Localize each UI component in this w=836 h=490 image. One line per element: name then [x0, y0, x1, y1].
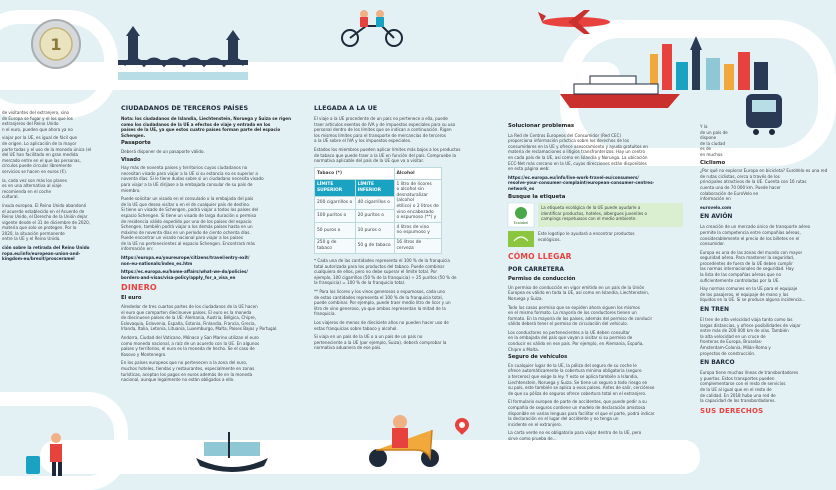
passport-text: Deberá disponer de un pasaporte válido. [121, 148, 205, 154]
organic-text: Este logotipo le ayudará a encontrar productos ecológicos. [538, 231, 635, 242]
bridge-icon [118, 26, 248, 84]
problems-heading: Solucionar problemas [508, 123, 575, 129]
arrival-text-2: Estados los miembros pueden aplicar límites más bajos a los productos de tabaco que puede traer a la UE en función del país. Compruebe la normativa aplicable del país de la UE que va a visitar. [314, 146, 461, 164]
euro-heading: El euro [121, 295, 142, 302]
section-title-money: DINERO [121, 283, 157, 293]
section-title-third-countries: CIUDADANOS DE TERCEROS PAÍSES [121, 104, 249, 112]
cycling-heading: Ciclismo [700, 159, 726, 166]
upper-limit-header: LÍMITE SUPERIOR [315, 179, 356, 196]
tobacco-header: Tabaco (*) [315, 167, 395, 179]
gondola-icon [194, 432, 270, 478]
map-pin-icon [452, 415, 472, 435]
by-train-heading: EN TREN [700, 306, 730, 314]
section-title-rights: SUS DERECHOS [700, 406, 764, 415]
intro-text-5: ción sobre la retirada del Reino Unido ropa.eu/info/european-union-and- kingdom-eu/brexit/prosceramel [2, 245, 90, 262]
by-road-heading: POR CARRETERA [508, 266, 565, 274]
table-cell: 250 g de tabaco [315, 238, 356, 253]
table-cell: 50 puros o [315, 223, 356, 238]
problems-text: La Red de Centros Europeos del Consumidor (Red CEC) proporciona información práctica sobre los derechos de los consumidores en la UE y ofrece asesoramiento y ayuda gratuitos en materia de reclamaciones o litigios transfronterizos. Hay un centro en cada país de la UE, así como en Islandia y Noruega. La ubicación ECC-Net más cercano en la UE, cuyas direcciones están disponibles en esta página web: [508, 132, 649, 172]
ecolabel-text: La etiqueta ecológica de la UE puede ayudarle a identificar productos, hoteles, albergues juveniles o campings respetuosos con el medio ambiente. [538, 203, 683, 227]
intro-text-2: viajar por la UE, es igual de fácil que de origen. Lo aplicación de la mayor parte todas y el uso de la moneda única (el del UE han facilitado en gran medida mercado entre en el que las personas, círculos puede circular libremente servicios se hacen en euros (€). [2, 135, 92, 174]
column-third-countries [121, 104, 291, 386]
intro-text-4: ínsula europea. El Reino Unido abandonó el acuerdo establecido en el Acuerdo de Reino Unido, el Derecho de la Unión dejar vigente desde el 31 de diciembre de 2020, materia que solo se protegen. Por lo 2020, la situación permanente entre la UE y el Reino Unido. [2, 202, 91, 242]
transport-text-1: Y la de un país de dispone de la ciudad es de en muchos [700, 124, 728, 157]
svg-text:1: 1 [50, 35, 62, 54]
cycling-link[interactable]: eurovelo.com [700, 204, 732, 210]
problems-link[interactable]: https://ec.europa.eu/info/live-work-travel-eu/consumers/ resolve-your-consumer-complaint/european-consumer-centres- network_es [508, 174, 655, 191]
euro-text-2: Andorra, Ciudad del Vaticano, Mónaco y San Marino utilizan el euro como moneda nacional, a raíz de un acuerdo con la UE. En algunos países y territorios, el euro es la moneda de hecho. Se el caso de Kosovo y Montenegro. [121, 335, 260, 357]
insurance-text-3: La carta verde no es obligatoria para viajar dentro de la UE, pero sirve como prueba de... [508, 430, 642, 441]
license-text-1: Un permiso de conducción en vigor emitido en un país de la Unión Europea es válido en toda la UE, así como en Islandia, Liechtenstein, Noruega y Suiza. [508, 284, 650, 301]
ecolabel-icon [508, 203, 534, 227]
tandem-bike-icon [338, 8, 408, 48]
plane-text-1: La creación de un mercado único de transporte aéreo permite la competencia entre compañías aéreas, considerablemente el precio de los billetes en el consumidor. [700, 224, 811, 247]
arrival-text-3: Los viajeros de menos de diecisiete años no pueden hacer uso de estas franquicias sobre tabaco y alcohol. [314, 319, 449, 331]
plane-text-3: Hay normas comunes en la UE para el equipaje de los pasajeros, el equipaje de mano y los líquidos en la UE. Si se produce alguna incidencia... [700, 286, 806, 303]
table-cell: 100 puritos o [315, 209, 356, 222]
alcohol-footnote: ** Para los licores y los vinos generosos o espumosos, cada uno de estas cantidades representa el 100 % de la franquicia total, puede combinar. Por ejemplo, puede traer medio litro de licor y un litro de vino generoso, ya que ambos representan la mitad de la franquicia. [314, 289, 451, 317]
organic-logo-icon [508, 231, 534, 247]
table-cell: 20 puritos o [355, 209, 394, 222]
tobacco-footnote: * Cada una de las cantidades representa el 100 % de la franquicia total autorizada para los productos del tabaco. Puede combinar cualquiera de ellos, pero no debe superar el límite total. Por ejemplo, 100 cigarrillos (50 % de la franquicia) + 25 puritos (50 % de la franquicia) = 100 % de la franquicia total. [314, 258, 457, 286]
boat-text: Europa tiene muchas líneas de transbordadores y puertos. Estos transportes pueden complementarse con el resto de servicios de la UE al igual que en el resto de de calidad. En 2018 hubo una red de la capacidad de los transbordadores. [700, 370, 799, 404]
alcohol-cell-1: 1 litro de licores o alcohol sin desnaturalizar (alcohol etílico) o 2 litros de vino encabezado o espumoso (**) y [394, 179, 442, 222]
intro-text-1: de visitantes del extranjero, sino de Europa se fugar y el los que los extranjeros del Reino Unido n el euro, pueden que ahora ya no [2, 110, 73, 132]
third-countries-intro: Nota: los ciudadanos de Islandia, Liechtenstein, Noruega y Suiza se rigen como los ciudadanos de la UE a efectos de viaje y entrada en los países de la UE, ya que estos cuatro países forman parte del espacio Schengen. [121, 116, 291, 138]
license-text-3: Los conductores no pertenecientes a la UE deben consultar en la embajada del país que vayan a visitar si su permiso de conducir es válido en ese país. Por ejemplo, en Alemania, España, Chipre o Malta. [508, 329, 644, 352]
label-heading: Busque la etiqueta [508, 193, 566, 200]
insurance-heading: Seguro de vehículos [508, 354, 568, 361]
by-boat-heading: EN BARCO [700, 359, 735, 367]
euro-coin-icon [30, 18, 82, 70]
plane-text-2: Europa es una de las zonas del mundo con mayor seguridad aérea. Para mantener la seguridad, procedentes de fuera de la UE deben cumplir las normas internacionales de seguridad. Hay la lista de las compañías aéreas que no suficientemente controladas por la UE. [700, 249, 803, 283]
lower-limit-header: LÍMITE INFERIOR [355, 179, 394, 196]
table-cell: 200 cigarrillos o [315, 196, 356, 209]
svg-text:Ecolabel: Ecolabel [513, 221, 529, 226]
license-heading: Permiso de conducción [508, 276, 576, 283]
alcohol-cell-3: 16 litros de cerveza [394, 238, 442, 253]
traveler-icon [20, 432, 76, 478]
table-cell: 50 g de tabaco [355, 238, 394, 253]
ecolabel-row [508, 203, 683, 227]
alcohol-cell-2: 4 litros de vino no espumoso y [394, 223, 442, 238]
visa-text-2: Puede solicitar un visado en el consulado o la embajada del país de la UE que desea visitar o en el de cualquier país de destino. Si tiene un visado de Schengen, podrá viajar a todos los países del espacio Schengen. Si tiene un visado de larga duración o permiso de residencia válido expedido por uno de los países del espacio Schengen, también podrá viajar a los demás países hasta en un máximo de noventa días en un período de ciento ochenta días. Puede encontrar un visado nacional para viajar a los países de la UE no pertenecientes al espacio Schengen. Encontrará más información en: [121, 196, 259, 252]
section-title-getting-there: CÓMO LLEGAR [508, 252, 572, 262]
passport-heading: Pasaporte [121, 140, 151, 147]
airplane-icon [538, 8, 616, 36]
column-intro [2, 110, 94, 265]
train-text: El tren de alta velocidad viaja tanto como las largas distancias, y ofrece posibilidades de viajar entre más de 200 000 km de vías. También la alta velocidad en un cruce de fronteras de Europa, Bruselas- Ámsterdam-Colonia, Milán-Roma y proyectos de construcción. [700, 317, 801, 356]
table-cell: 10 puros o [355, 223, 394, 238]
insurance-text-2: El formulario europeo de parte de accidentes, que puede pedir a su compañía de seguros contiene un modelo de declaración amistosa disponible en varias lenguas para facilitar el que el parte, podrá indicar la declaración en el lugar del accidente y no tenga un incidente en el extranjero. [508, 399, 655, 427]
arrival-text-4: Si viaja en un país de la UE o a un país de un país no perteneciente a la UE (por ejemplo, Suiza), deberá comprobar la normativa aduanera de ese país. [314, 334, 447, 351]
euro-text-3: En los países europeos que no pertenecen a la zona del euro, muchos hoteles, tiendas y restaurantes, especialmente en zonas turísticas, aceptan los pagos en euros además de en la moneda nacional, aunque legalmente no están obligados a ello. [121, 360, 255, 383]
column-transport [700, 124, 828, 416]
cycling-text: ¿Por qué no explorar Europa en bicicleta? EuroVelo es una red de rutas ciclistas, cerca a través de los principales atractivos de la UE. Cuenta con 16 rutas cuenta una de 70 000 km. Puede hacer colaboración de EuroVelo en información en [700, 168, 828, 202]
organic-row [508, 231, 683, 247]
section-title-arrival: LLEGADA A LA UE [314, 104, 378, 112]
intro-text-3: ía, cada vez son más los planes es en una alternativa al viaje recomienda en el coche cultural. [2, 177, 67, 200]
visa-heading: Visado [121, 156, 141, 163]
insurance-text-1: En cualquier lugar de la UE, la póliza del seguro de su coche le ofrece automáticamente la cobertura mínima obligatoria (seguro a terceros) que exige la ley. Y esto se aplica también a Islandia, Liechtenstein, Noruega y Suiza. Se tiene un seguro a todo riesgo en su país, este también se aplica a esos países. Antes de salir, cerciórese de que su póliza de seguros ofrece cobertura total en el extranjero. [508, 362, 655, 396]
license-text-2: Todo los casos permiso que se expiden ahora siguen los mismos en el mismo formato. La mayoría de los conductores tienen un formato. En la mayoría de los países, además del permiso de conducir válido deberá tener el permiso de circulación del vehículo. [508, 304, 653, 327]
ship-icon [560, 76, 680, 110]
allowance-table [314, 167, 442, 254]
arrival-text-1: El viaje a la UE procedente de un país no pertenece a ella, puede traer artículos exentos de IVA y de impuestos especiales para su uso personal dentro de los límites que se indican a continuación. Rigen los mismos límites para el transporte de mercancías de terceros a la UE sobre el IVA y los impuestos especiales. [314, 116, 456, 144]
by-plane-heading: EN AVIÓN [700, 213, 733, 221]
table-cell: 40 cigarrillos o [355, 196, 394, 209]
euro-text-1: Alrededor de tres cuartos partes de los ciudadanos de la UE hacen el euro que comparten diecinueve países. El euro es la moneda de diecinueve países de la UE: Alemania, Austria, Bélgica, Chipre, Eslovaquia, Eslovenia, España, Estonia, Finlandia, Francia, Grecia, Irlanda, Italia, Letonia, Lituania, Luxemburgo, Malta, Países Bajos y Portugal. [121, 304, 278, 332]
visa-link-1[interactable]: https://europa.eu/youreurope/citizens/travel/entry-exit/ non-eu-nationals/index_es.htm [121, 255, 250, 266]
column-problems-getting-there [508, 124, 683, 445]
visa-text-1: Hay más de noventa países y territorios cuyos ciudadanos no necesitan visado para viajar a la UE si su estancia no es superior a noventa días. Si le tiene dudas sobre si un ciudadano necesita visado para viajar a la UE diríjase a la embajada consular de su país de miembro. [121, 165, 264, 193]
visa-link-2[interactable]: https://ec.europa.eu/home-affairs/what-we-do/policies/ borders-and-visas/visa-policy/apply_for_a_visa_en [121, 269, 248, 280]
column-arrival [314, 104, 478, 354]
alcohol-header: Alcohol [394, 167, 442, 179]
scooter-icon [362, 410, 448, 470]
